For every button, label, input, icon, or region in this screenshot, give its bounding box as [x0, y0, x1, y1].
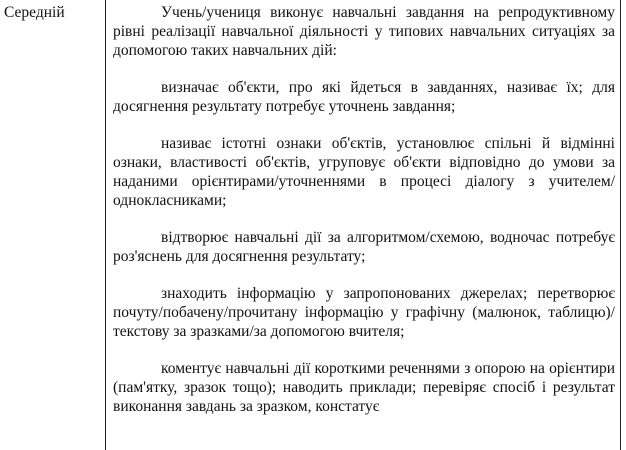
description-paragraph: знаходить інформацію у запропонованих джерелах; перетворює почуту/побачену/прочитану інформацію у графічну (малюнок, таблицю)/текстову за зразками/за допомогою вчителя;: [113, 285, 615, 340]
description-paragraph: визначає об'єкти, про які йдеться в завданнях, називає їх; для досягнення результату потребує уточнень завдання;: [113, 79, 615, 115]
level-description-cell: [113, 3, 615, 416]
description-paragraph: коментує навчальні дії короткими реченнями з опорою на орієнтири (пам'ятку, зразок тощо); наводить приклади; перевіряє спосіб і результат виконання завдань за зразком, констатує: [113, 360, 615, 415]
table-right-border: [620, 0, 621, 450]
description-paragraph: відтворює навчальні дії за алгоритмом/схемою, водночас потребує роз'яснень для досягнення результату;: [113, 229, 615, 265]
description-paragraph: називає істотні ознаки об'єктів, установлює спільні й відмінні ознаки, властивості об'єктів, угруповує об'єкти відповідно до умови за наданими орієнтирами/уточненнями в процесі діалогу з учителем/однокласниками;: [113, 135, 615, 209]
description-intro-paragraph: Учень/учениця виконує навчальні завдання на репродуктивному рівні реалізації навчальної діяльності у типових навчальних ситуаціях за допомогою таких навчальних дій:: [113, 4, 615, 59]
table-column-divider: [105, 0, 106, 450]
achievement-level-label: Середній: [4, 4, 65, 21]
